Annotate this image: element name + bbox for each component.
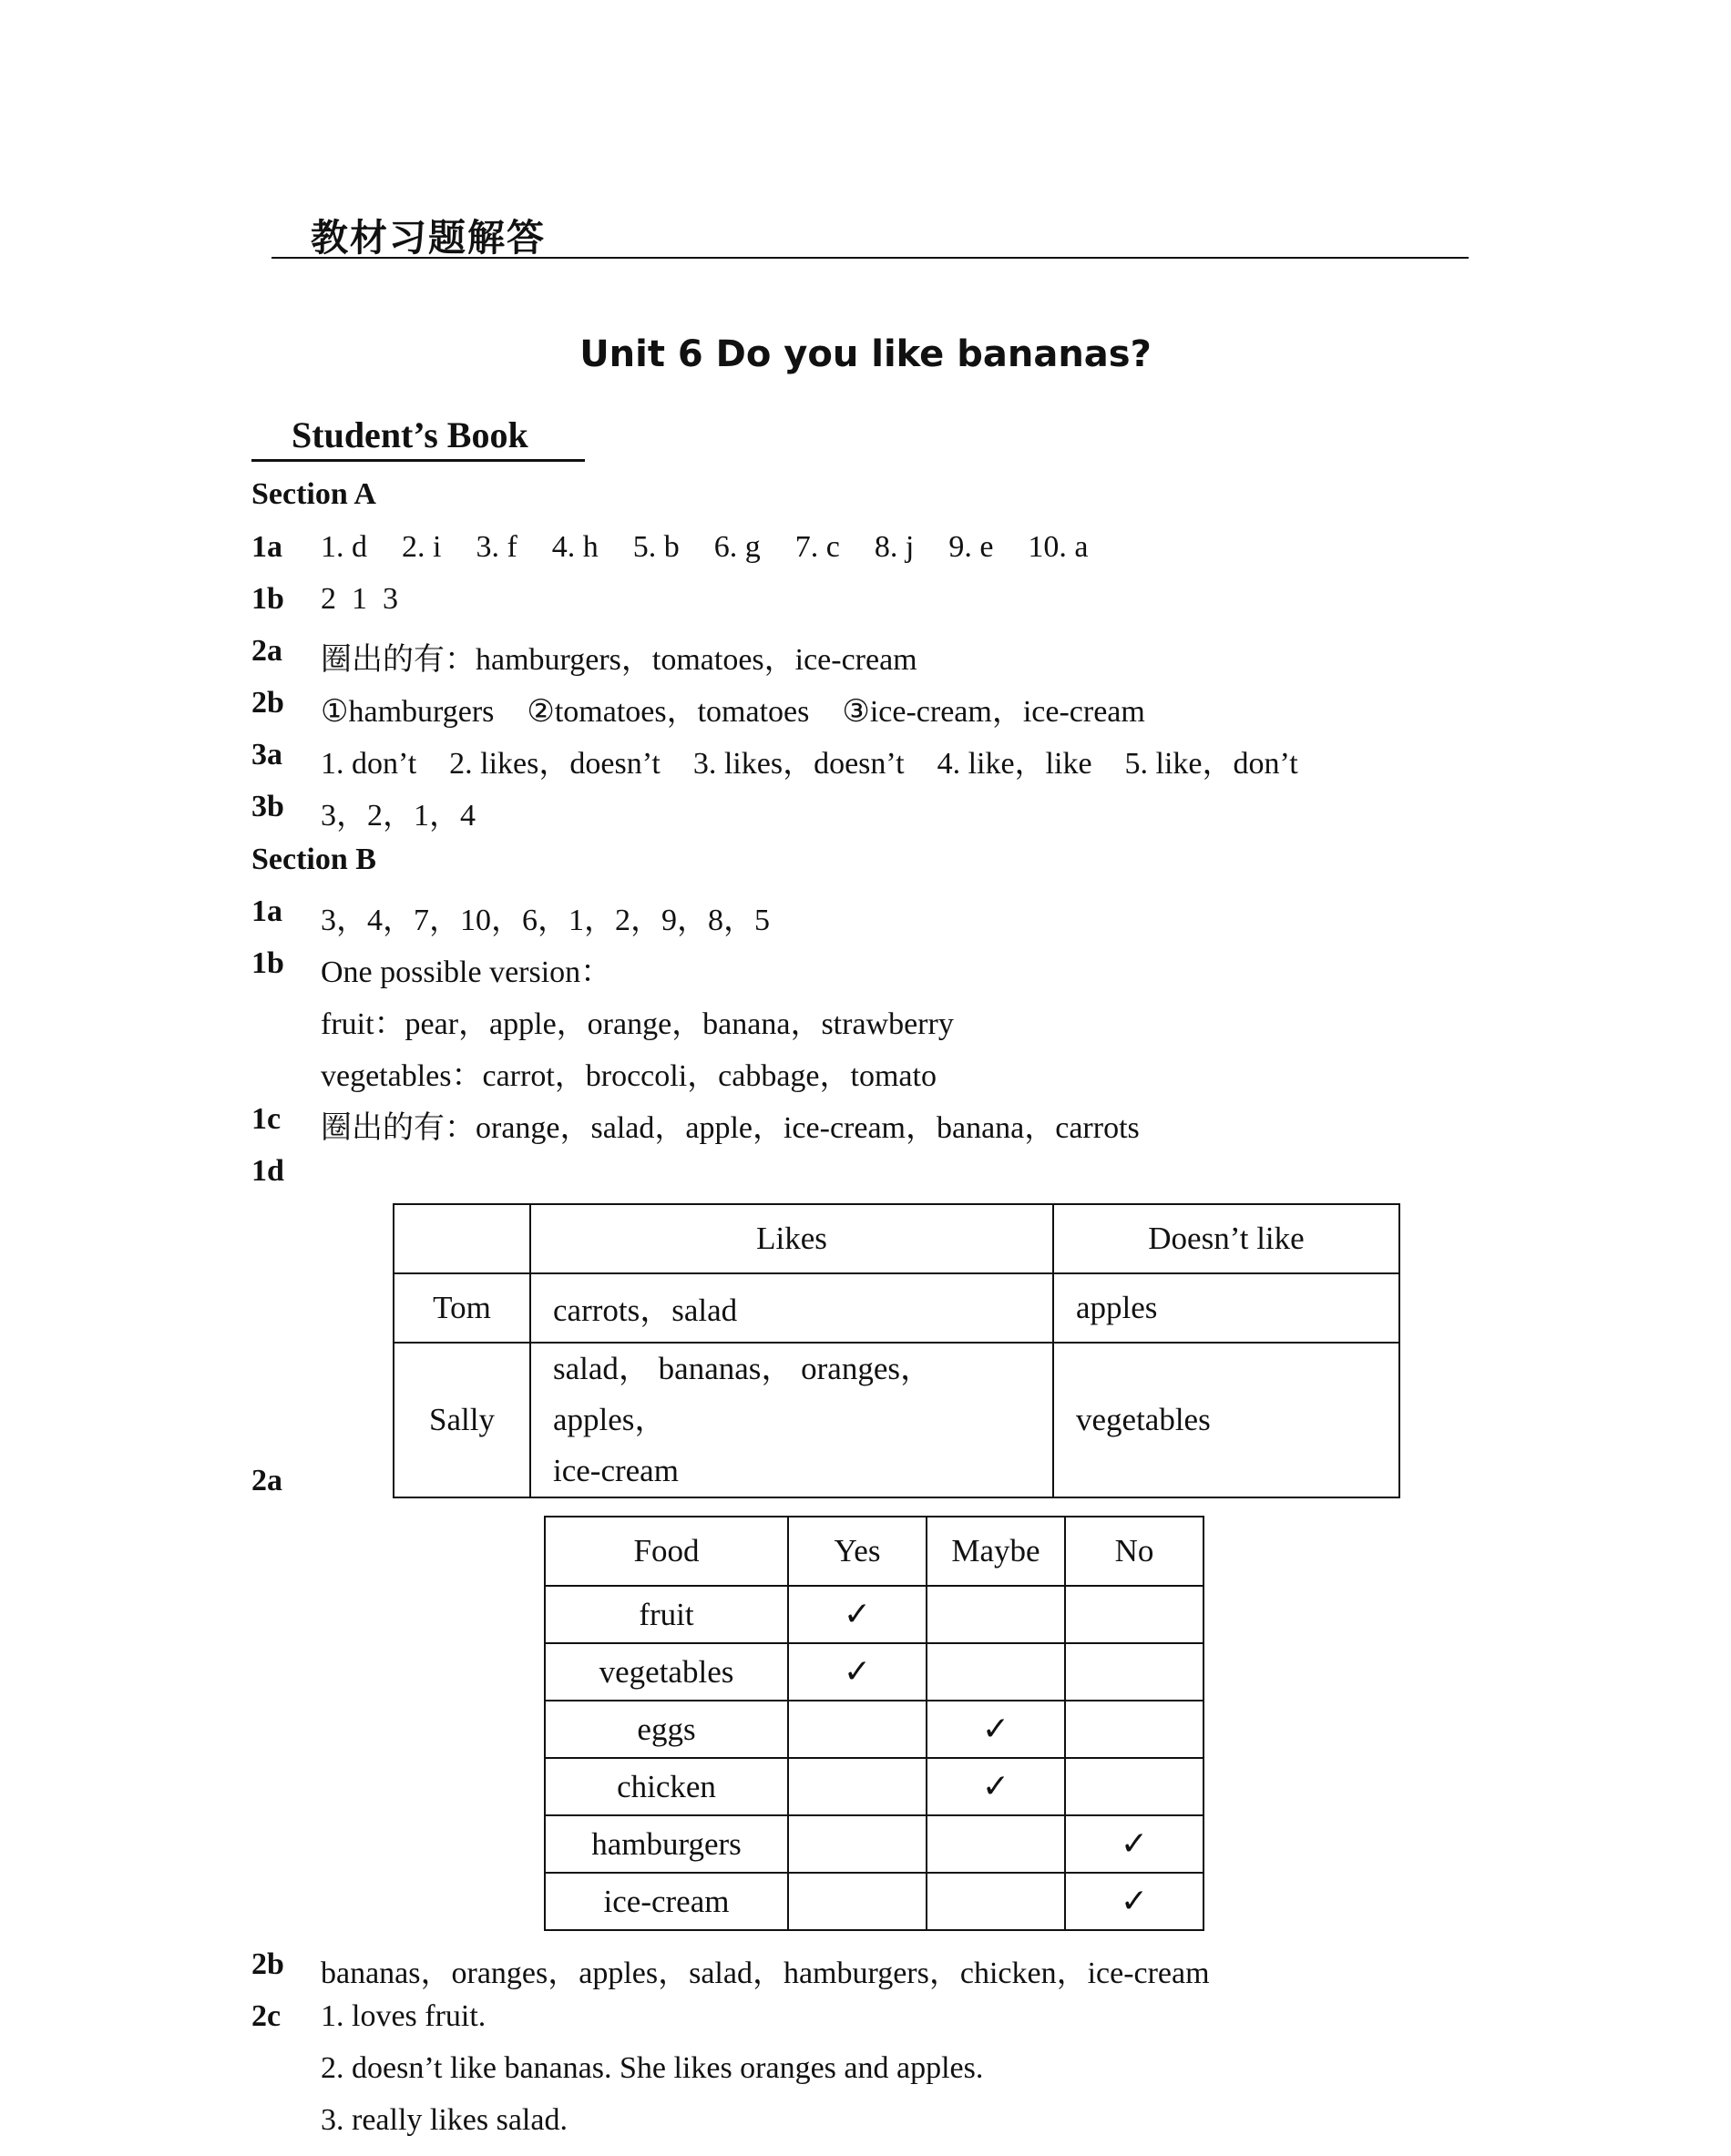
table-header: Food bbox=[545, 1517, 788, 1586]
check-mark-icon: ✓ bbox=[1065, 1873, 1204, 1930]
header-divider bbox=[271, 257, 1469, 259]
table-header: Likes bbox=[530, 1204, 1053, 1273]
answer-tag: 1d bbox=[251, 1154, 284, 1188]
table-row bbox=[545, 1758, 1204, 1815]
table-row bbox=[545, 1815, 1204, 1873]
answer-b-1c: 圈出的有：orange，salad，apple，ice-cream，banana，carrots bbox=[321, 1111, 1140, 1145]
table-cell: ice-cream bbox=[545, 1873, 788, 1930]
table-cell bbox=[788, 1758, 927, 1815]
table-cell bbox=[1065, 1586, 1204, 1643]
answer-b-2c-line: 2. doesn’t like bananas. She likes oranges and apples. bbox=[321, 2051, 984, 2085]
table-header: Yes bbox=[788, 1517, 927, 1586]
section-a-label: Section A bbox=[251, 477, 376, 511]
table-cell bbox=[927, 1873, 1065, 1930]
table-row bbox=[545, 1701, 1204, 1758]
table-row bbox=[394, 1343, 1399, 1497]
page-header-title: 教材习题解答 bbox=[311, 216, 546, 260]
table-cell: chicken bbox=[545, 1758, 788, 1815]
table-cell: Tom bbox=[394, 1273, 530, 1343]
answer-1a: 1. d 2. i 3. f 4. h 5. b 6. g 7. c 8. j 9. e 10. a bbox=[321, 530, 1089, 564]
answer-3a: 1. don’t 2. likes，doesn’t 3. likes，doesn’t 4. like，like 5. like，don’t bbox=[321, 747, 1298, 781]
table-cell bbox=[530, 1343, 1053, 1497]
answer-tag: 1c bbox=[251, 1102, 282, 1136]
table-cell: carrots，salad bbox=[530, 1273, 1053, 1343]
table-header: Doesn’t like bbox=[1053, 1204, 1399, 1273]
answer-tag: 1b bbox=[251, 946, 284, 980]
table-cell: hamburgers bbox=[545, 1815, 788, 1873]
table-cell bbox=[1065, 1758, 1204, 1815]
cell-line: ice-cream bbox=[553, 1453, 679, 1488]
table-row bbox=[545, 1586, 1204, 1643]
table-cell bbox=[1065, 1701, 1204, 1758]
table-cell: vegetables bbox=[1053, 1343, 1399, 1497]
table-cell bbox=[788, 1701, 927, 1758]
answer-tag: 2b bbox=[251, 1947, 284, 1981]
table-cell bbox=[788, 1815, 927, 1873]
table-row bbox=[394, 1273, 1399, 1343]
table-row bbox=[545, 1643, 1204, 1701]
book-heading-underline bbox=[251, 459, 585, 462]
cell-line: salad， bananas， oranges， apples， bbox=[553, 1351, 932, 1437]
answer-b-2c-line: 3. really likes salad. bbox=[321, 2103, 568, 2137]
answer-tag: 2a bbox=[251, 1464, 282, 1497]
table-row bbox=[545, 1873, 1204, 1930]
unit-title: Unit 6 Do you like bananas? bbox=[579, 333, 1152, 375]
table-header-row bbox=[394, 1204, 1399, 1273]
table-cell bbox=[927, 1815, 1065, 1873]
answer-b-2b: bananas，oranges，apples，salad，hamburgers，chicken，ice-cream bbox=[321, 1957, 1210, 1990]
answer-tag: 3a bbox=[251, 738, 282, 771]
check-mark-icon: ✓ bbox=[927, 1758, 1065, 1815]
check-mark-icon: ✓ bbox=[788, 1643, 927, 1701]
table-cell: apples bbox=[1053, 1273, 1399, 1343]
answer-b-1a: 3，4，7，10，6，1，2，9，8，5 bbox=[321, 904, 770, 937]
answer-1b: 2 1 3 bbox=[321, 582, 398, 616]
answer-b-1b-line: fruit：pear，apple，orange，banana，strawberry bbox=[321, 1007, 954, 1041]
answer-b-2c-line: 1. loves fruit. bbox=[321, 1999, 487, 2033]
answer-tag: 1a bbox=[251, 530, 282, 564]
answer-tag: 2c bbox=[251, 1999, 282, 2033]
table-cell bbox=[788, 1873, 927, 1930]
answer-2a: 圈出的有：hamburgers，tomatoes，ice-cream bbox=[321, 643, 917, 677]
section-b-label: Section B bbox=[251, 843, 376, 876]
check-mark-icon: ✓ bbox=[788, 1586, 927, 1643]
table-header: Maybe bbox=[927, 1517, 1065, 1586]
answer-tag: 2a bbox=[251, 634, 282, 668]
table-cell bbox=[1065, 1643, 1204, 1701]
table-cell bbox=[927, 1586, 1065, 1643]
answer-tag: 3b bbox=[251, 790, 284, 823]
answer-b-1b-line: vegetables：carrot，broccoli，cabbage，tomato bbox=[321, 1059, 937, 1093]
table-cell: Sally bbox=[394, 1343, 530, 1497]
answer-b-1b-line: One possible version： bbox=[321, 955, 612, 989]
answer-tag: 1b bbox=[251, 582, 284, 616]
table-cell bbox=[927, 1643, 1065, 1701]
check-mark-icon: ✓ bbox=[1065, 1815, 1204, 1873]
table-header: No bbox=[1065, 1517, 1204, 1586]
answer-3b: 3，2，1，4 bbox=[321, 799, 476, 833]
likes-table bbox=[393, 1203, 1400, 1498]
answer-tag: 1a bbox=[251, 894, 282, 928]
table-header-row bbox=[545, 1517, 1204, 1586]
book-heading: Student’s Book bbox=[292, 414, 528, 455]
food-survey-table bbox=[544, 1516, 1204, 1931]
table-cell bbox=[394, 1204, 530, 1273]
check-mark-icon: ✓ bbox=[927, 1701, 1065, 1758]
table-cell: vegetables bbox=[545, 1643, 788, 1701]
table-cell: eggs bbox=[545, 1701, 788, 1758]
table-cell: fruit bbox=[545, 1586, 788, 1643]
answer-2b: ①hamburgers ②tomatoes，tomatoes ③ice-cream，ice-cream bbox=[321, 695, 1145, 729]
answer-tag: 2b bbox=[251, 686, 284, 720]
